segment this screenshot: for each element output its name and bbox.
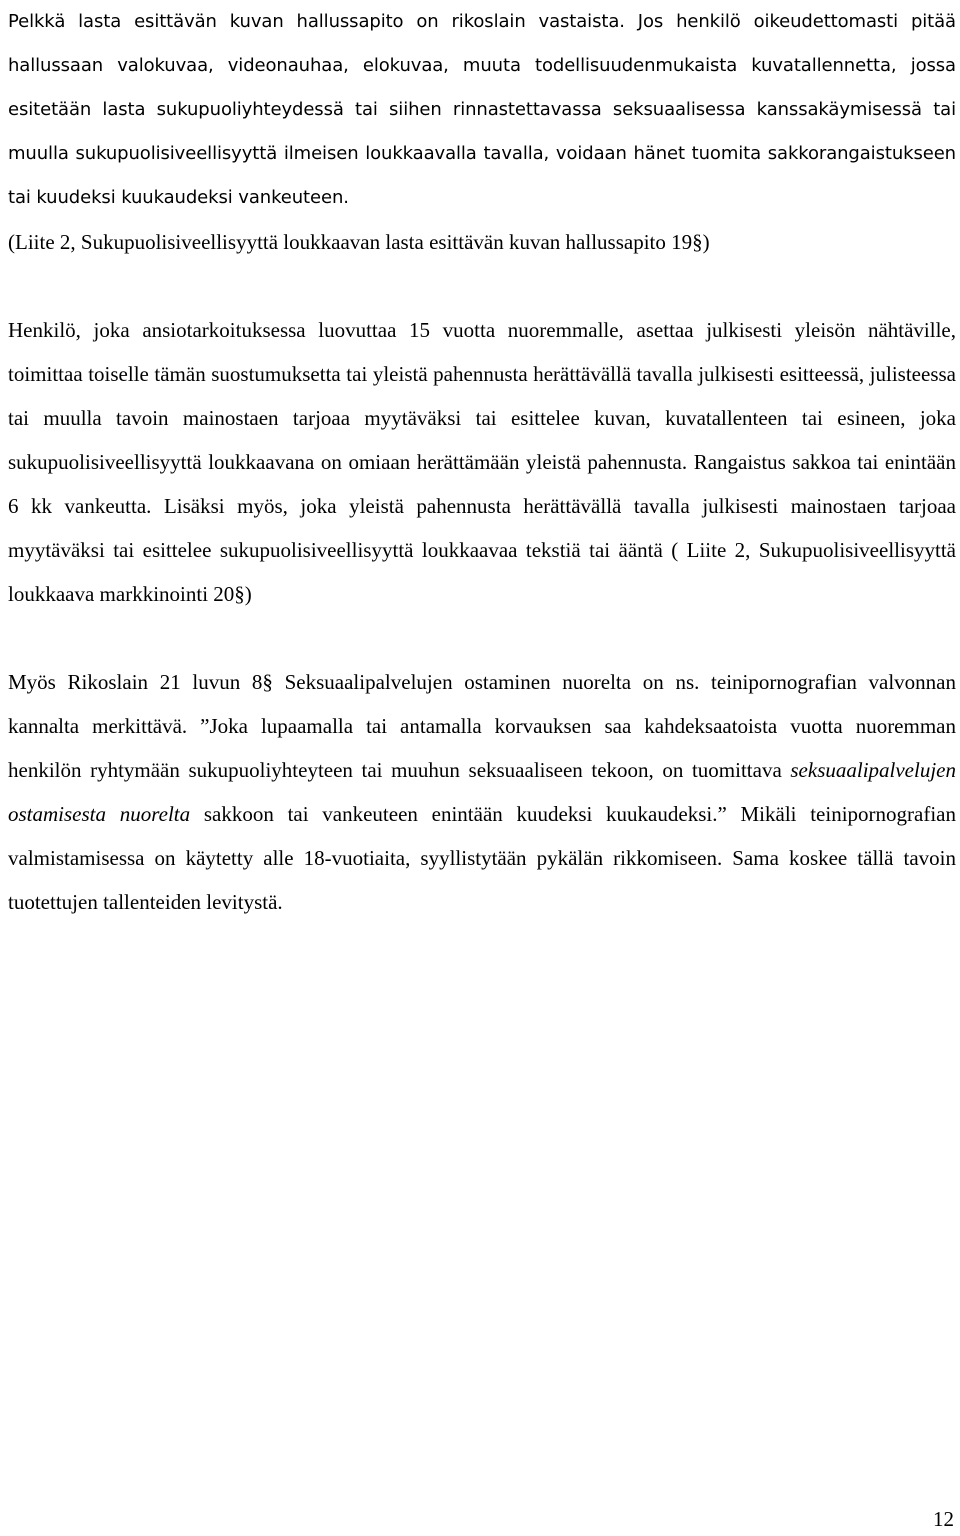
- paragraph-reference-19: (Liite 2, Sukupuolisiveellisyyttä loukkaavan lasta esittävän kuvan hallussapito 19§): [8, 230, 710, 254]
- document-page: [8, 0, 956, 924]
- paragraph-child-image-possession: Pelkkä lasta esittävän kuvan hallussapito on rikoslain vastaista. Jos henkilö oikeudettomasti pitää hallussaan valokuvaa, videonauhaa, elokuvaa, muuta todellisuudenmukaista kuvatallennetta, jossa esitetään lasta sukupuoliyhteydessä tai siihen rinnastettavassa seksuaalisessa kanssakäymisessä tai muulla sukupuolisiveellisyyttä ilmeisen loukkaavalla tavalla, voidaan hänet tuomita sakkorangaistukseen tai kuudeksi kuukaudeksi vankeuteen.: [8, 11, 956, 208]
- paragraph-text-before-italic: Myös Rikoslain 21 luvun 8§ Seksuaalipalvelujen ostaminen nuorelta on ns. teinipornografian valvonnan kannalta merkittävä. ”Joka lupaamalla tai antamalla korvauksen saa kahdeksaatoista vuotta nuoremman henkilön ryhtymään sukupuoliyhteyteen tai muuhun seksuaaliseen tekoon, on tuomittava: [8, 670, 956, 782]
- page-number: 12: [933, 1507, 954, 1531]
- paragraph-sexual-services-minor: [8, 660, 956, 924]
- italic-offence-name: seksuaalipalvelujen ostamisesta nuorelta: [8, 758, 956, 826]
- paragraph-text-after-italic: sakkoon tai vankeuteen enintään kuudeksi kuukaudeksi.” Mikäli teinipornografian valmistamisessa on käytetty alle 18-vuotiaita, syyllistytään pykälän rikkomiseen. Sama koskee tällä tavoin tuotettujen tallenteiden levitystä.: [8, 802, 956, 914]
- paragraph-marketing-offence: Henkilö, joka ansiotarkoituksessa luovuttaa 15 vuotta nuoremmalle, asettaa julkisesti yleisön nähtäville, toimittaa toiselle tämän suostumuksetta tai yleistä pahennusta herättävällä tavalla julkisesti esitteessä, julisteessa tai muulla tavoin mainostaen tarjoaa myytäväksi tai esittelee kuvan, kuvatallenteen tai esineen, joka sukupuolisiveellisyyttä loukkaavana on omiaan herättämään yleistä pahennusta. Rangaistus sakkoa tai enintään 6 kk vankeutta. Lisäksi myös, joka yleistä pahennusta herättävällä tavalla julkisesti mainostaen tarjoaa myytäväksi tai esittelee sukupuolisiveellisyyttä loukkaavaa tekstiä tai ääntä ( Liite 2, Sukupuolisiveellisyyttä loukkaava markkinointi 20§): [8, 318, 956, 606]
